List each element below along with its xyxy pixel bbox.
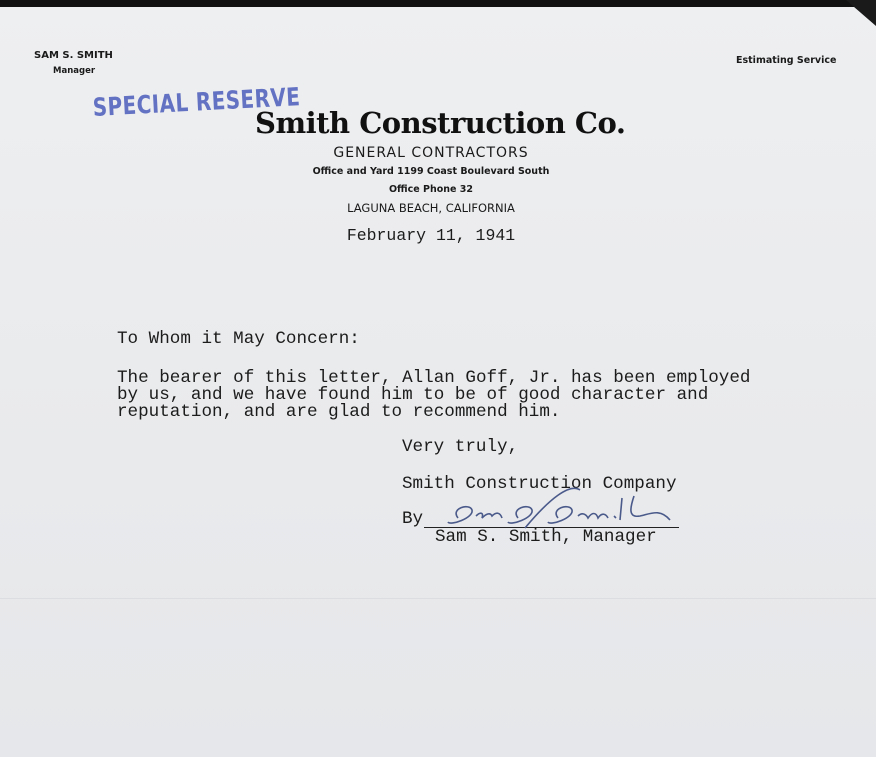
- company-tagline: GENERAL CONTRACTORS: [333, 145, 529, 161]
- company-city: LAGUNA BEACH, CALIFORNIA: [347, 201, 515, 215]
- company-address: Office and Yard 1199 Coast Boulevard South: [312, 166, 550, 177]
- closing: Very truly,: [402, 437, 519, 457]
- salutation: To Whom it May Concern:: [117, 329, 360, 349]
- by-label: By: [402, 509, 424, 529]
- special-reserve-stamp: SPECIAL RESERVE: [92, 82, 301, 122]
- letterhead-name: SAM S. SMITH: [34, 50, 113, 61]
- scan-edge: [0, 0, 876, 7]
- body-line: The bearer of this letter, Allan Goff, Jr. has been employed: [117, 368, 751, 388]
- letterhead-title: Manager: [53, 66, 96, 76]
- body-line: by us, and we have found him to be of good character and: [117, 385, 709, 405]
- letterhead-service: Estimating Service: [736, 55, 837, 66]
- company-name: Smith Construction Co.: [255, 106, 626, 140]
- signature-company: Smith Construction Company: [402, 474, 677, 494]
- signer-name: Sam S. Smith, Manager: [435, 527, 657, 547]
- body-line: reputation, and are glad to recommend him.: [117, 402, 561, 422]
- fold-line: [0, 598, 876, 599]
- letter-date: February 11, 1941: [346, 226, 516, 245]
- company-phone: Office Phone 32: [388, 184, 474, 195]
